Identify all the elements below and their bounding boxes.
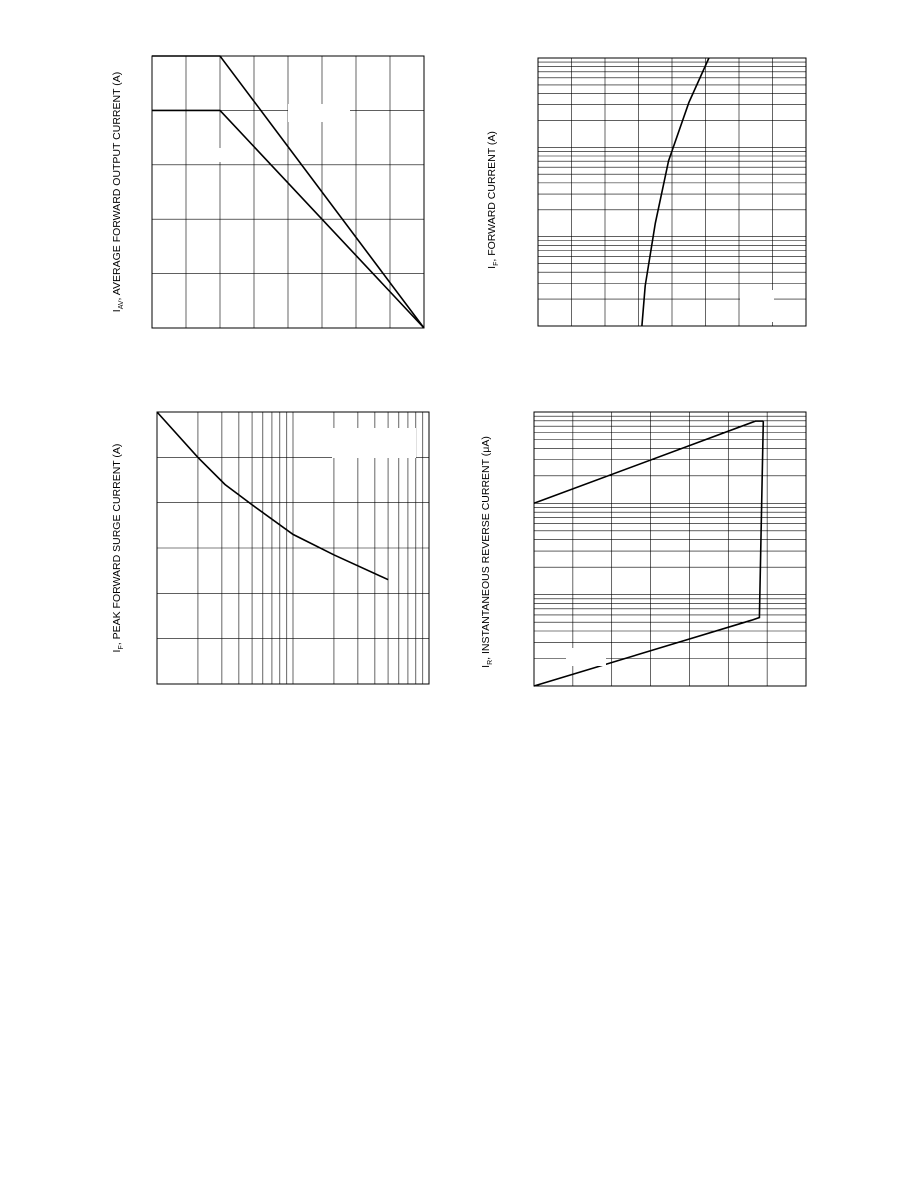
chart2-ylabel: $I_F$, FORWARD CURRENT (A) xyxy=(486,131,500,269)
chart2-curves xyxy=(642,58,774,326)
chart-average-forward-current xyxy=(111,56,424,328)
chart3-label-mask xyxy=(332,428,416,458)
chart-peak-forward-surge-current xyxy=(111,412,429,684)
chart4-label-mask xyxy=(566,648,606,666)
chart-instantaneous-reverse-current xyxy=(480,412,806,686)
chart-forward-current xyxy=(486,58,806,326)
chart1-label-mask xyxy=(198,148,240,162)
chart1-ylabel: $I_{AV}$, AVERAGE FORWARD OUTPUT CURRENT (A) xyxy=(111,71,125,313)
chart1-label-mask xyxy=(288,104,350,122)
chart3-ylabel: $I_F$, PEAK FORWARD SURGE CURRENT (A) xyxy=(111,443,125,653)
chart4-series-1 xyxy=(534,421,763,503)
chart2-grid xyxy=(538,58,806,326)
chart4-curves xyxy=(534,421,763,686)
chart4-ylabel: $I_R$, INSTANTANEOUS REVERSE CURRENT (μA) xyxy=(480,436,494,668)
chart2-series-1 xyxy=(642,58,709,326)
chart1-grid xyxy=(152,56,424,328)
chart2-label-mask xyxy=(740,290,774,322)
